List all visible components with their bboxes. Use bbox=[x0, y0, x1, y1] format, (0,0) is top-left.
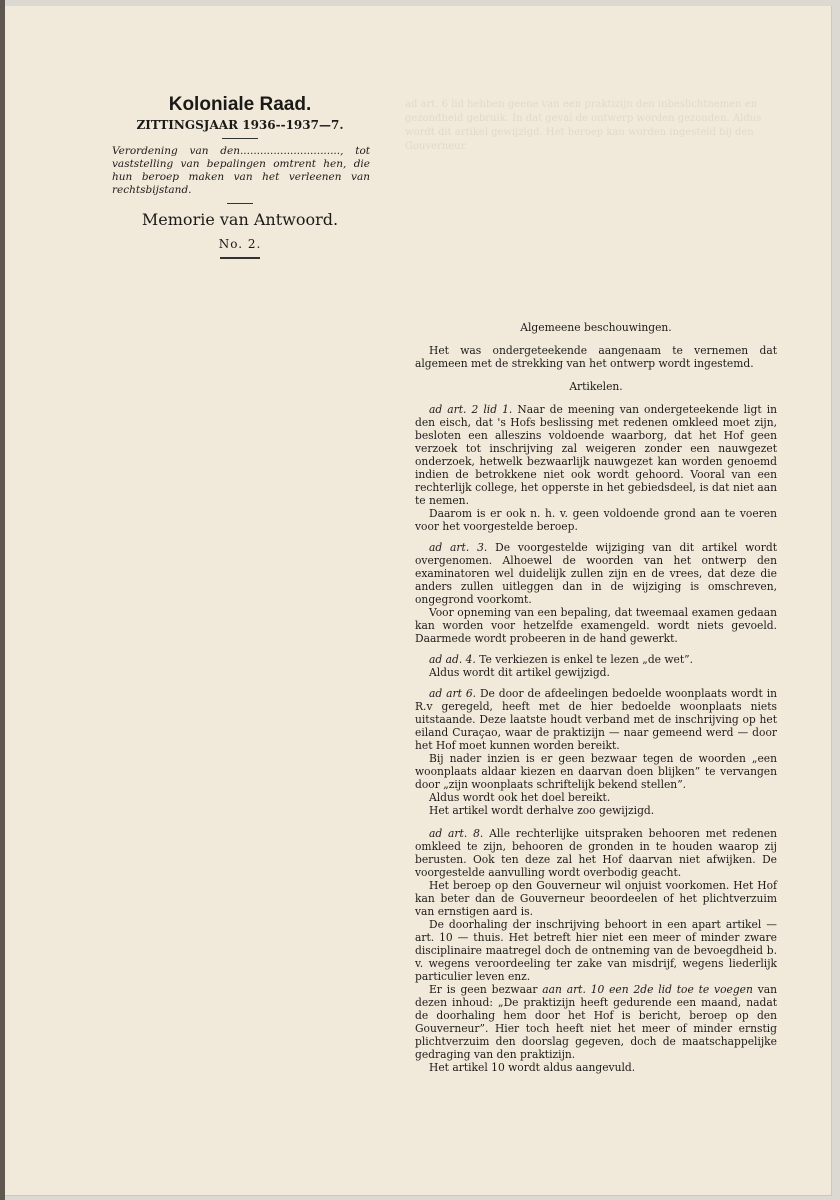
paragraph: Het beroep op den Gouverneur wil onjuist voorkomen. Het Hof kan beter dan de Gouverneur beoordeelen of het plichtverzuim van ernstigen aard is. bbox=[415, 879, 777, 918]
paragraph: Daarom is er ook n. h. v. geen voldoende grond aan te voeren voor het voorgestelde beroep. bbox=[415, 507, 777, 533]
article-2-paragraph: ad art. 2 lid 1. Naar de meening van ondergeteekende ligt in den eisch, dat 's Hofs beslissing met redenen omkleed moet zijn, besloten een alleszins voldoende waarborg, dat het Hof geen verzoek tot inschrijving zal weigeren zonder een nauwgezet onderzoek, hetwelk bezwaarlijk nauwgezet kan worden genoemd indien de betrokkene niet ook wordt gehoord. Vooral van een rechterlijk college, het opperste in het gebiedsdeel, is dat niet aan te nemen. bbox=[415, 403, 777, 507]
paragraph: Bij nader inzien is er geen bezwaar tegen de woorden „een woonplaats aldaar kiezen en daarvan doen blijken” te vervangen door „zijn woonplaats schriftelijk bekend stellen”. bbox=[415, 752, 777, 791]
session-year: ZITTINGSJAAR 1936--1937—7. bbox=[136, 118, 344, 132]
section-heading-general: Algemeene beschouwingen. bbox=[520, 321, 672, 334]
divider bbox=[227, 203, 253, 204]
section-heading-articles: Artikelen. bbox=[569, 380, 623, 393]
article-6-paragraph: ad art 6. De door de afdeelingen bedoelde woonplaats wordt in R.v geregeld, heeft met de hier bedoelde woonplaats niets uitstaande. Deze laatste houdt verband met de inschrijving op het eiland Curaçao, waar de praktizijn — naar gemeend werd — door het Hof moet kunnen worden bereikt. bbox=[415, 687, 777, 752]
divider bbox=[222, 138, 258, 139]
article-label: ad art. 3. bbox=[429, 541, 488, 554]
article-4-paragraph: ad ad. 4. Te verkiezen is enkel te lezen „de wet”. bbox=[429, 653, 694, 666]
paragraph: Aldus wordt ook het doel bereikt. bbox=[429, 791, 611, 804]
divider bbox=[220, 257, 260, 259]
article-label: ad art 6. bbox=[429, 687, 477, 700]
paragraph: Voor opneming van een bepaling, dat tweemaal examen gedaan kan worden voor hetzelfde examengeld. wordt niets gevoeld. Daarmede wordt probeeren in de hand gewerkt. bbox=[415, 606, 777, 645]
article-3-paragraph: ad art. 3. De voorgestelde wijziging van dit artikel wordt overgenomen. Alhoewel de woorden van het ontwerp den examinatoren wel duidelijk zullen zijn en de vrees, dat deze die anders zullen uitleggen dan in de wijziging is omschreven, ongegrond voorkomt. bbox=[415, 541, 777, 606]
paragraph: Het artikel wordt derhalve zoo gewijzigd. bbox=[429, 804, 655, 817]
article-label: ad ad. 4. bbox=[429, 653, 476, 666]
article-label: ad art. 8. bbox=[429, 827, 484, 840]
paragraph: Het was ondergeteekende aangenaam te vernemen dat algemeen met de strekking van het ontwerp wordt ingestemd. bbox=[415, 344, 777, 370]
paragraph: Het artikel 10 wordt aldus aangevuld. bbox=[429, 1061, 636, 1074]
ordinance-title: Verordening van den.............................., tot vaststelling van bepalingen omtrent hen, die hun beroep maken van het verleenen van rechtsbijstand. bbox=[112, 145, 370, 196]
document-page bbox=[5, 6, 832, 1196]
paragraph: Er is geen bezwaar aan art. 10 een 2de lid toe te voegen van dezen inhoud: „De praktizijn heeft gedurende een maand, nadat de doorhaling hem door het Hof is bericht, beroep op den Gouverneur”. Hier toch heeft niet het meer of minder ernstig plichtverzuim den doorslag gegeven, doch de maatschappelijke gedraging van den praktizijn. bbox=[415, 983, 778, 1061]
article-8-paragraph: ad art. 8. Alle rechterlijke uitspraken behooren met redenen omkleed te zijn, behooren de gronden in te houden waarop zij berusten. Ook ten deze zal het Hof daarvan niet afwijken. De voorgestelde aanvulling wordt overbodig geacht. bbox=[415, 827, 777, 879]
document-header bbox=[110, 94, 370, 265]
bleed-through-text: ad art. 6 lid hebben geene van een praktizijn den inbeslichtnemen en gezondheid gebruik. In dat geval de ontwerp worden gezonden. Aldus wordt dit artikel gewijzigd. Het beroep kan worden ingesteld bij den Gouverneur. bbox=[405, 99, 762, 152]
document-number: No. 2. bbox=[218, 237, 262, 251]
paragraph: De doorhaling der inschrijving behoort in een apart artikel — art. 10 — thuis. Het betreft hier niet een meer of minder zware disciplinaire maatregel doch de ontneming van de bevoegdheid b. v. wegens veroordeeling ter zake van misdrijf, wegens liederlijk particulier leven enz. bbox=[415, 918, 777, 983]
document-title: Memorie van Antwoord. bbox=[141, 210, 339, 229]
council-title: Koloniale Raad. bbox=[168, 94, 312, 115]
paragraph: Aldus wordt dit artikel gewijzigd. bbox=[429, 666, 610, 679]
document-body bbox=[415, 321, 777, 1074]
article-label: ad art. 2 lid 1. bbox=[429, 403, 513, 416]
